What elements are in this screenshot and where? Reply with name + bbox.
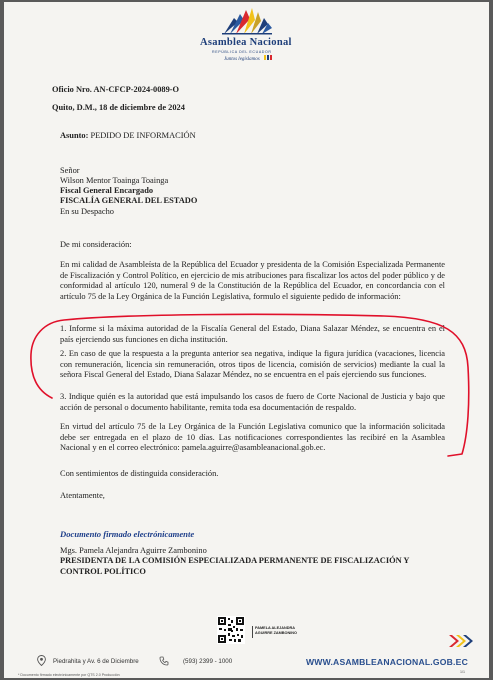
greeting: De mi consideración: (60, 240, 132, 249)
letter-date: Quito, D.M., 18 de diciembre de 2024 (52, 103, 185, 112)
request-item-3: 3. Indique quién es la autoridad que está impulsando los casos de fuero de Corte Nacional de Justicia y bajo que acción de personal o documento habilitante, remita toda esa documentación de respaldo. (60, 392, 445, 412)
recipient-location: En su Despacho (60, 207, 114, 216)
subject-text: PEDIDO DE INFORMACIÓN (90, 131, 196, 140)
farewell-line: Atentamente, (60, 491, 105, 500)
footer-website[interactable]: WWW.ASAMBLEANACIONAL.GOB.EC (306, 657, 468, 667)
footer-fine-print: * Documento firmado electrónicamente por QTS 2.0 Producción (18, 673, 120, 677)
recipient-institution: FISCALÍA GENERAL DEL ESTADO (60, 196, 198, 205)
footer-address: Piedrahita y Av. 6 de Diciembre (53, 658, 139, 665)
org-name: Asamblea Nacional (200, 37, 292, 48)
red-annotation-outline (4, 2, 489, 678)
electronic-signature-note: Documento firmado electrónicamente (60, 529, 195, 539)
document-page (4, 2, 489, 678)
recipient-name: Wilson Mentor Toainga Toainga (60, 176, 169, 185)
recipient-title: Fiscal General Encargado (60, 186, 154, 195)
intro-paragraph: En mi calidad de Asambleísta de la República del Ecuador y presidenta de la Comisión Especializada Permanente de Fiscalización y Control Político, en ejercicio de mis atribuciones para fiscalizar los actos del poder público y de conformidad al artículo 120, numeral 9 de la Constitución de la República del Ecuador, en concordancia con el artículo 75 de la Ley Orgánica de la Función Legislativa, formulo el siguiente pedido de información: (60, 260, 445, 301)
footer-phone: (593) 2399 - 1000 (183, 658, 233, 665)
subject-label: Asunto: (60, 131, 89, 140)
recipient-salutation: Señor (60, 166, 80, 175)
request-item-2: 2. En caso de que la respuesta a la pregunta anterior sea negativa, indique la figura jurídica (vacaciones, licencia con remuneración, licencia sin remuneración, otros tipos de licencia, comisión de servicios) mediante la cual la señora Fiscal General del Estado, Diana Salazar Méndez, no se encuentra en el país ejerciendo sus funciones. (60, 349, 445, 380)
org-slogan: Juntos legislamos (224, 55, 272, 62)
stamp-signer: PAMELA ALEJANDRA AGUIRRE ZAMBONINO (255, 626, 297, 635)
oficio-number: Oficio Nro. AN-CFCP-2024-0089-O (52, 85, 180, 94)
signer-title: PRESIDENTA DE LA COMISIÓN ESPECIALIZADA PERMANENTE DE FISCALIZACIÓN Y CONTROL POLÍTICO (60, 556, 410, 576)
sentiments-line: Con sentimientos de distinguida consideración. (60, 469, 219, 478)
page-number: 1/1 (460, 670, 465, 674)
signer-name: Mgs. Pamela Alejandra Aguirre Zambonino (60, 546, 207, 555)
closing-paragraph: En virtud del artículo 75 de la Ley Orgánica de la Función Legislativa comunico que la información solicitada debe ser entregada en el plazo de 10 días. Las notificaciones correspondientes las recibiré en la Asamblea Nacional y en el correo electrónico: pamela.aguirre@asambleanacional.gob.ec. (60, 422, 445, 453)
request-item-1: 1. Informe si la máxima autoridad de la Fiscalía General del Estado, Diana Salazar Méndez, se encuentra en el país ejerciendo sus funciones en dicha institución. (60, 324, 445, 344)
org-subtitle: REPÚBLICA DEL ECUADOR (212, 50, 272, 54)
